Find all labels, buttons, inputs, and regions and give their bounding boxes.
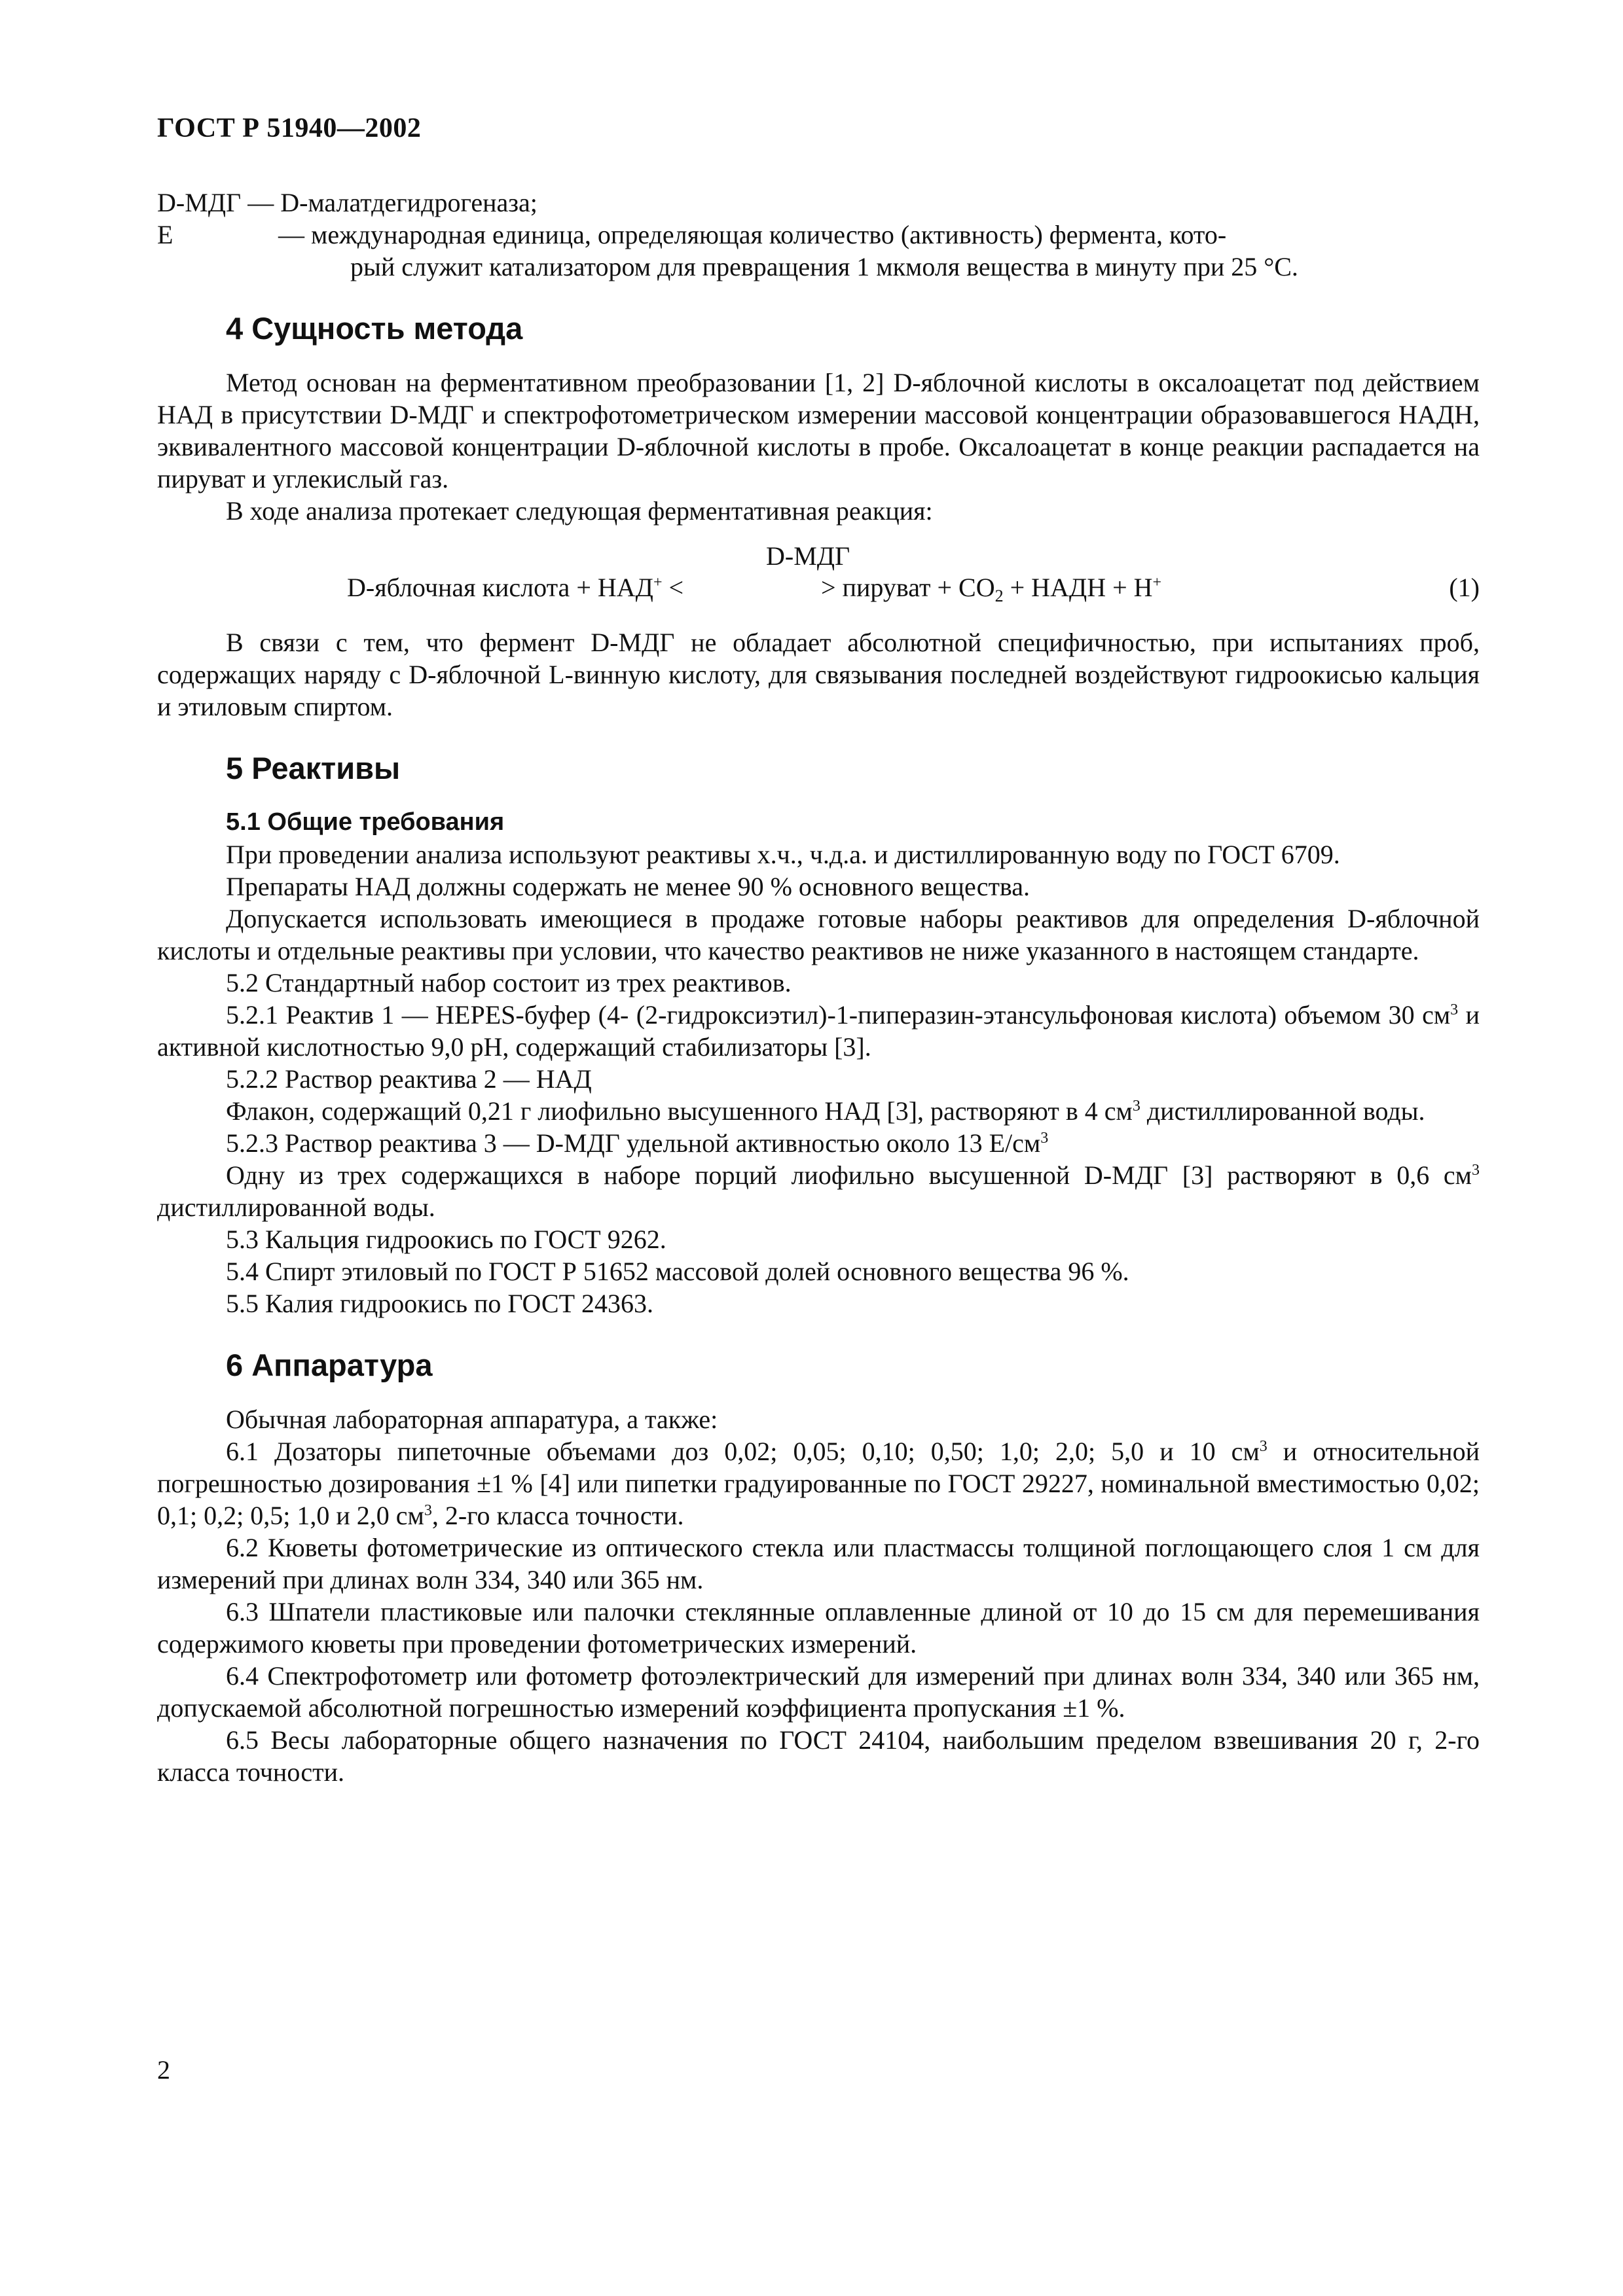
text-run: Флакон, содержащий 0,21 г лиофильно высушенного НАД [3], растворяют в 4 см bbox=[226, 1096, 1133, 1126]
text-run: дистиллированной воды. bbox=[157, 1193, 435, 1222]
paragraph: 6.3 Шпатели пластиковые или палочки стеклянные оплавленные длиной от 10 до 15 см для перемешивания содержимого кюветы при проведении фотометрических измерений. bbox=[157, 1597, 1480, 1659]
formula-arrow-left: < bbox=[662, 573, 684, 602]
superscript: 3 bbox=[1450, 1001, 1459, 1018]
paragraph: 5.4 Спирт этиловый по ГОСТ Р 51652 массовой долей основного вещества 96 %. bbox=[226, 1257, 1129, 1286]
paragraph: 6.4 Спектрофотометр или фотометр фотоэлектрический для измерений при длинах волн 334, 340 или 365 нм, допускаемой абсолютной погрешностью измерений коэффициента пропускания ±1 %. bbox=[157, 1661, 1480, 1723]
paragraph: 5.5 Калия гидроокись по ГОСТ 24363. bbox=[226, 1289, 654, 1318]
formula-number: (1) bbox=[1449, 573, 1480, 602]
formula-arrow-right: > пируват + СО bbox=[821, 573, 995, 602]
superscript: 3 bbox=[1132, 1098, 1140, 1115]
abbreviation-definition: — D-малатдегидрогеназа; bbox=[247, 188, 538, 217]
text-run: 5.2.3 Раствор реактива 3 — D-МДГ удельной активностью около 13 Е/см bbox=[226, 1128, 1041, 1158]
text-run: 6.1 Дозаторы пипеточные объемами доз 0,02; 0,05; 0,10; 0,50; 1,0; 2,0; 5,0 и 10 см bbox=[226, 1437, 1260, 1466]
section-heading: 4 Сущность метода bbox=[226, 311, 523, 346]
document-body bbox=[157, 187, 1480, 1788]
text-run: 5.2.1 Реактив 1 — HEPES-буфер (4- (2-гидроксиэтил)-1-пиперазин-этансульфоновая кислота) объемом 30 см bbox=[226, 1000, 1451, 1030]
section-heading: 6 Аппаратура bbox=[226, 1348, 433, 1382]
superscript: 3 bbox=[1040, 1130, 1049, 1147]
superscript: 3 bbox=[424, 1502, 432, 1519]
formula-right: + НАДН + Н bbox=[1003, 573, 1153, 602]
abbreviation-term: Е bbox=[157, 220, 173, 249]
formula-superscript: + bbox=[1152, 574, 1162, 591]
formula-left: D-яблочная кислота + НАД bbox=[347, 573, 653, 602]
paragraph: Допускается использовать имеющиеся в продаже готовые наборы реактивов для определения D-яблочной кислоты и отдельные реактивы при условии, что качество реактивов не ниже указанного в настоящем стандарте. bbox=[157, 904, 1480, 965]
reaction-formula bbox=[157, 540, 1480, 612]
section-heading: 5 Реактивы bbox=[226, 751, 401, 785]
abbreviation-continuation: рый служит катализатором для превращения 1 мкмоля вещества в минуту при 25 °С. bbox=[350, 252, 1298, 281]
abbreviation-item bbox=[157, 187, 1480, 219]
formula-superscript: + bbox=[653, 574, 663, 591]
text-run: , 2-го класса точности. bbox=[431, 1501, 684, 1530]
paragraph: В ходе анализа протекает следующая ферментативная реакция: bbox=[226, 496, 933, 526]
paragraph: 5.2.2 Раствор реактива 2 — НАД bbox=[226, 1064, 592, 1094]
paragraph bbox=[157, 1159, 1480, 1223]
page-number: 2 bbox=[157, 2055, 170, 2085]
text-run: Одну из трех содержащихся в наборе порций лиофильно высушенной D-МДГ [3] растворяют в 0,6 см bbox=[226, 1160, 1472, 1190]
text-run: и относительной погрешностью дозирования ±1 % [4] или пипетки градуированные по ГОСТ 29227, номинальной вместимостью 0,02; 0,1; 0,2; 0,5; 1,0 и 2,0 см bbox=[157, 1437, 1480, 1530]
paragraph bbox=[157, 1095, 1480, 1127]
text-run: и активной кислотностью 9,0 рН, содержащий стабилизаторы [3]. bbox=[157, 1000, 1480, 1062]
superscript: 3 bbox=[1259, 1438, 1267, 1455]
superscript: 3 bbox=[1472, 1162, 1480, 1179]
paragraph: Метод основан на ферментативном преобразовании [1, 2] D-яблочной кислоты в оксалоацетат под действием НАД в присутствии D-МДГ и спектрофотометрическом измерении массовой концентрации образовавшегося НАДН, эквивалентного массовой концентрации D-яблочной кислоты в пробе. Оксалоацетат в конце реакции распадается на пируват и углекислый газ. bbox=[157, 368, 1480, 493]
formula-enzyme-label: D-МДГ bbox=[766, 541, 850, 571]
paragraph bbox=[157, 999, 1480, 1063]
abbreviation-item bbox=[157, 219, 1480, 251]
formula-equation bbox=[347, 571, 1161, 603]
formula-subscript: 2 bbox=[994, 586, 1004, 605]
document-header: ГОСТ Р 51940—2002 bbox=[157, 113, 422, 143]
text-run: дистиллированной воды. bbox=[1140, 1096, 1425, 1126]
subsection-heading: 5.1 Общие требования bbox=[226, 808, 505, 836]
paragraph bbox=[157, 1127, 1480, 1159]
paragraph: 6.2 Кюветы фотометрические из оптического стекла или пластмассы толщиной поглощающего слоя 1 см для измерений при длинах волн 334, 340 или 365 нм. bbox=[157, 1533, 1480, 1594]
abbreviation-list bbox=[157, 187, 1480, 283]
paragraph: 5.2 Стандартный набор состоит из трех реактивов. bbox=[226, 968, 792, 997]
abbreviation-term: D-МДГ bbox=[157, 188, 242, 217]
paragraph: При проведении анализа используют реактивы х.ч., ч.д.а. и дистиллированную воду по ГОСТ 6709. bbox=[226, 840, 1340, 869]
paragraph: 6.5 Весы лабораторные общего назначения по ГОСТ 24104, наибольшим пределом взвешивания 20 г, 2-го класса точности. bbox=[157, 1725, 1480, 1787]
abbreviation-definition: — международная единица, определяющая количество (активность) фермента, кото- bbox=[278, 220, 1227, 249]
paragraph: Обычная лабораторная аппаратура, а также: bbox=[226, 1405, 718, 1434]
paragraph: В связи с тем, что фермент D-МДГ не обладает абсолютной специфичностью, при испытаниях проб, содержащих наряду с D-яблочной L-винную кислоту, для связывания последней воздействуют гидроокисью кальция и этиловым спиртом. bbox=[157, 628, 1480, 721]
paragraph bbox=[157, 1435, 1480, 1532]
paragraph: 5.3 Кальция гидроокись по ГОСТ 9262. bbox=[226, 1225, 666, 1254]
paragraph: Препараты НАД должны содержать не менее 90 % основного вещества. bbox=[226, 872, 1030, 901]
